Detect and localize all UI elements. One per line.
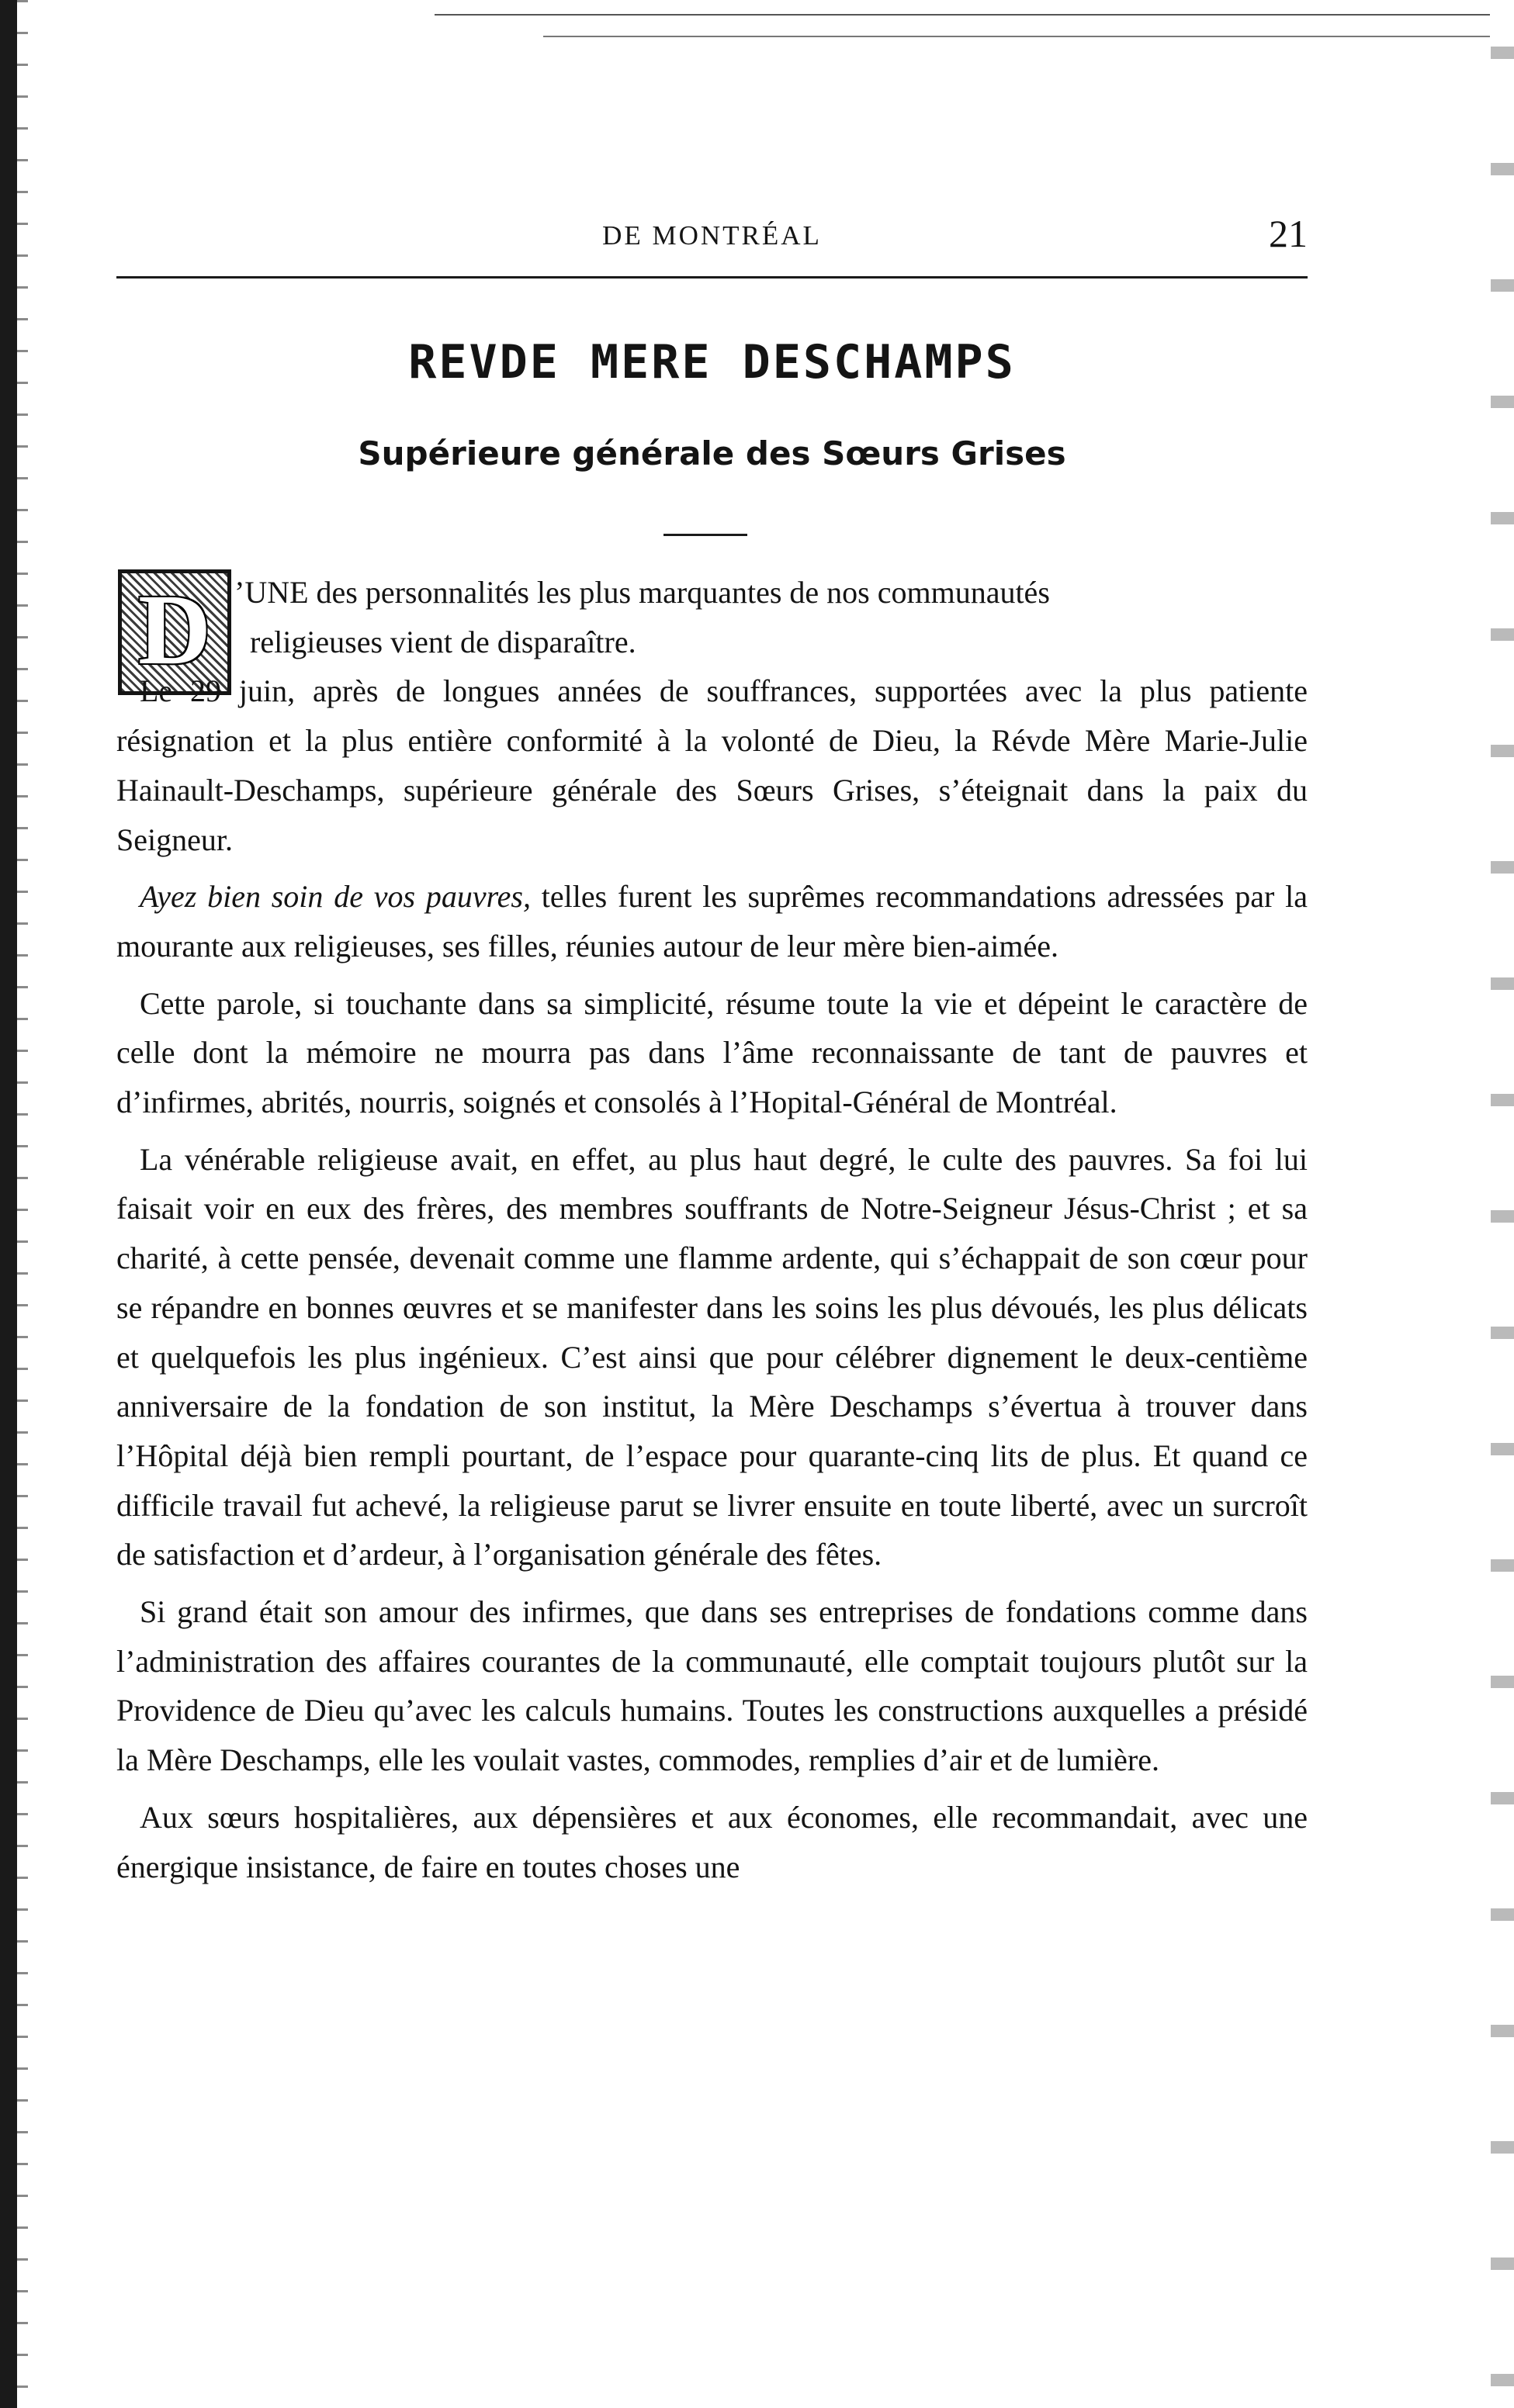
- opening-line-2: religieuses vient de disparaître.: [250, 624, 636, 659]
- opening-line-1: ’UNE des personnalités les plus marquantes de nos communautés: [234, 575, 1050, 610]
- paragraph-4: [116, 1135, 1308, 1579]
- running-head: [116, 211, 1308, 273]
- top-scan-rule-2: [543, 36, 1490, 37]
- paragraph-4-text: La vénérable religieuse avait, en effet, au plus haut degré, le culte des pauvres. Sa foi lui faisait voir en eux des frères, des membres souffrants de Notre-Seigneur Jésus-Christ ; et sa charité, à cette pensée, devenait comme une flamme ardente, qui s’échappait de son cœur pour se répandre en bonnes œuvres et se manifester dans les soins les plus dévoués, les plus délicats et quelquefois les plus ingénieux. C’est ainsi que pour célébrer dignement le deux-centième anniversaire de la fondation de son institut, la Mère Deschamps s’évertua à trouver dans l’Hôpital déjà bien rempli pourtant, de l’espace pour quarante-cinq lits de plus. Et quand ce difficile travail fut achevé, la religieuse parut se livrer ensuite en toute liberté, avec un surcroît de satisfaction et d’ardeur, à l’organisation générale des fêtes.: [116, 1141, 1308, 1572]
- page-number: 21: [1269, 212, 1308, 255]
- paragraph-6: [116, 1793, 1308, 1891]
- page-edge-marks: [1491, 0, 1514, 2408]
- binding-speckle: [17, 0, 28, 2408]
- drop-cap-letter: D: [138, 574, 211, 686]
- article-title: REVDE MERE DESCHAMPS: [408, 335, 1016, 389]
- title-rule: [663, 534, 747, 536]
- paragraph-2: [116, 872, 1308, 970]
- running-title: DE MONTRÉAL: [602, 220, 822, 251]
- paragraph-5-text: Si grand était son amour des infirmes, que dans ses entreprises de fondations comme dans l’administration des affaires courantes de la communauté, elle comptait toujours plutôt sur la Providence de Dieu qu’avec les calculs humains. Toutes les constructions auxquelles a présidé la Mère Deschamps, elle les voulait vastes, commodes, remplies d’air et de lumière.: [116, 1594, 1308, 1778]
- binding-edge: [0, 0, 17, 2408]
- paragraph-3-text: Cette parole, si touchante dans sa simplicité, résume toute la vie et dépeint le caractère de celle dont la mémoire ne mourra pas dans l’âme reconnaissante de tant de pauvres et d’infirmes, abrités, nourris, soignés et consolés à l’Hopital-Général de Montréal.: [116, 985, 1308, 1120]
- article-body: [116, 568, 1308, 1891]
- paragraph-6-text: Aux sœurs hospitalières, aux dépensières et aux économes, elle recommandait, avec une énergique insistance, de faire en toutes choses une: [116, 1799, 1308, 1884]
- paragraph-2-italic: Ayez bien soin de vos pauvres,: [140, 879, 531, 915]
- header-rule: [116, 276, 1308, 279]
- paragraph-3: [116, 979, 1308, 1127]
- paragraph-1: [116, 666, 1308, 864]
- top-scan-rule: [435, 14, 1490, 16]
- opening-paragraph: [116, 568, 1308, 666]
- paragraph-2-text: telles furent les suprêmes recommandations adressées par la mourante aux religieuses, ses filles, réunies autour de leur mère bien-aimée.: [116, 879, 1308, 964]
- paragraph-1-text: Le 29 juin, après de longues années de souffrances, supportées avec la plus patiente résignation et la plus entière conformité à la volonté de Dieu, la Révde Mère Marie-Julie Hainault-Deschamps, supérieure générale des Sœurs Grises, s’éteignait dans la paix du Seigneur.: [116, 673, 1308, 857]
- article-subtitle: Supérieure générale des Sœurs Grises: [358, 434, 1066, 472]
- paragraph-5: [116, 1587, 1308, 1785]
